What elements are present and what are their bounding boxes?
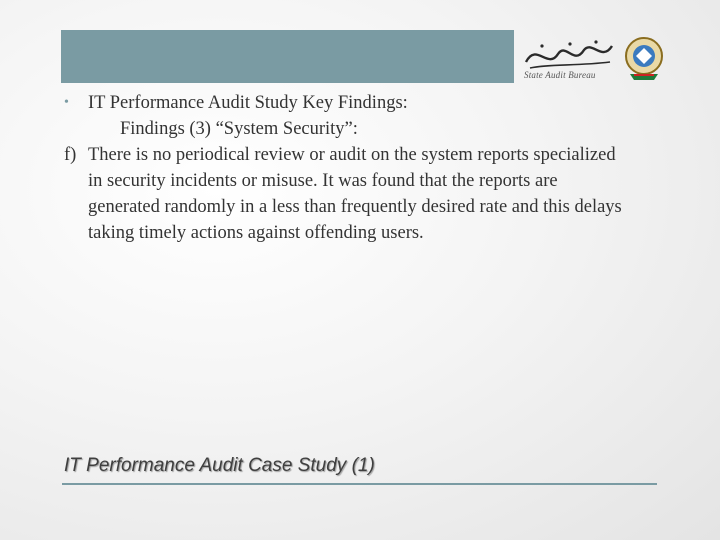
footer-title: IT Performance Audit Case Study (1) <box>64 455 375 476</box>
findings-heading: IT Performance Audit Study Key Findings: <box>88 93 408 113</box>
finding-text: There is no periodical review or audit on the system reports specialized in security incidents or misuse. It was found that the reports are generated randomly in a less than frequently desired rate and this delays taking timely actions against offending users. <box>88 145 622 243</box>
logo-subtitle: State Audit Bureau <box>524 70 596 80</box>
header-bar <box>61 30 514 83</box>
finding-item-f <box>64 142 664 246</box>
slide-body <box>64 90 664 246</box>
bullet-heading-row <box>64 90 664 116</box>
item-marker: f) <box>64 145 77 165</box>
footer-divider <box>62 483 657 485</box>
bullet-icon: • <box>64 95 69 110</box>
state-audit-bureau-logo <box>516 32 668 84</box>
kuwait-emblem-icon <box>622 34 666 82</box>
findings-subheading: Findings (3) “System Security”: <box>120 119 358 139</box>
